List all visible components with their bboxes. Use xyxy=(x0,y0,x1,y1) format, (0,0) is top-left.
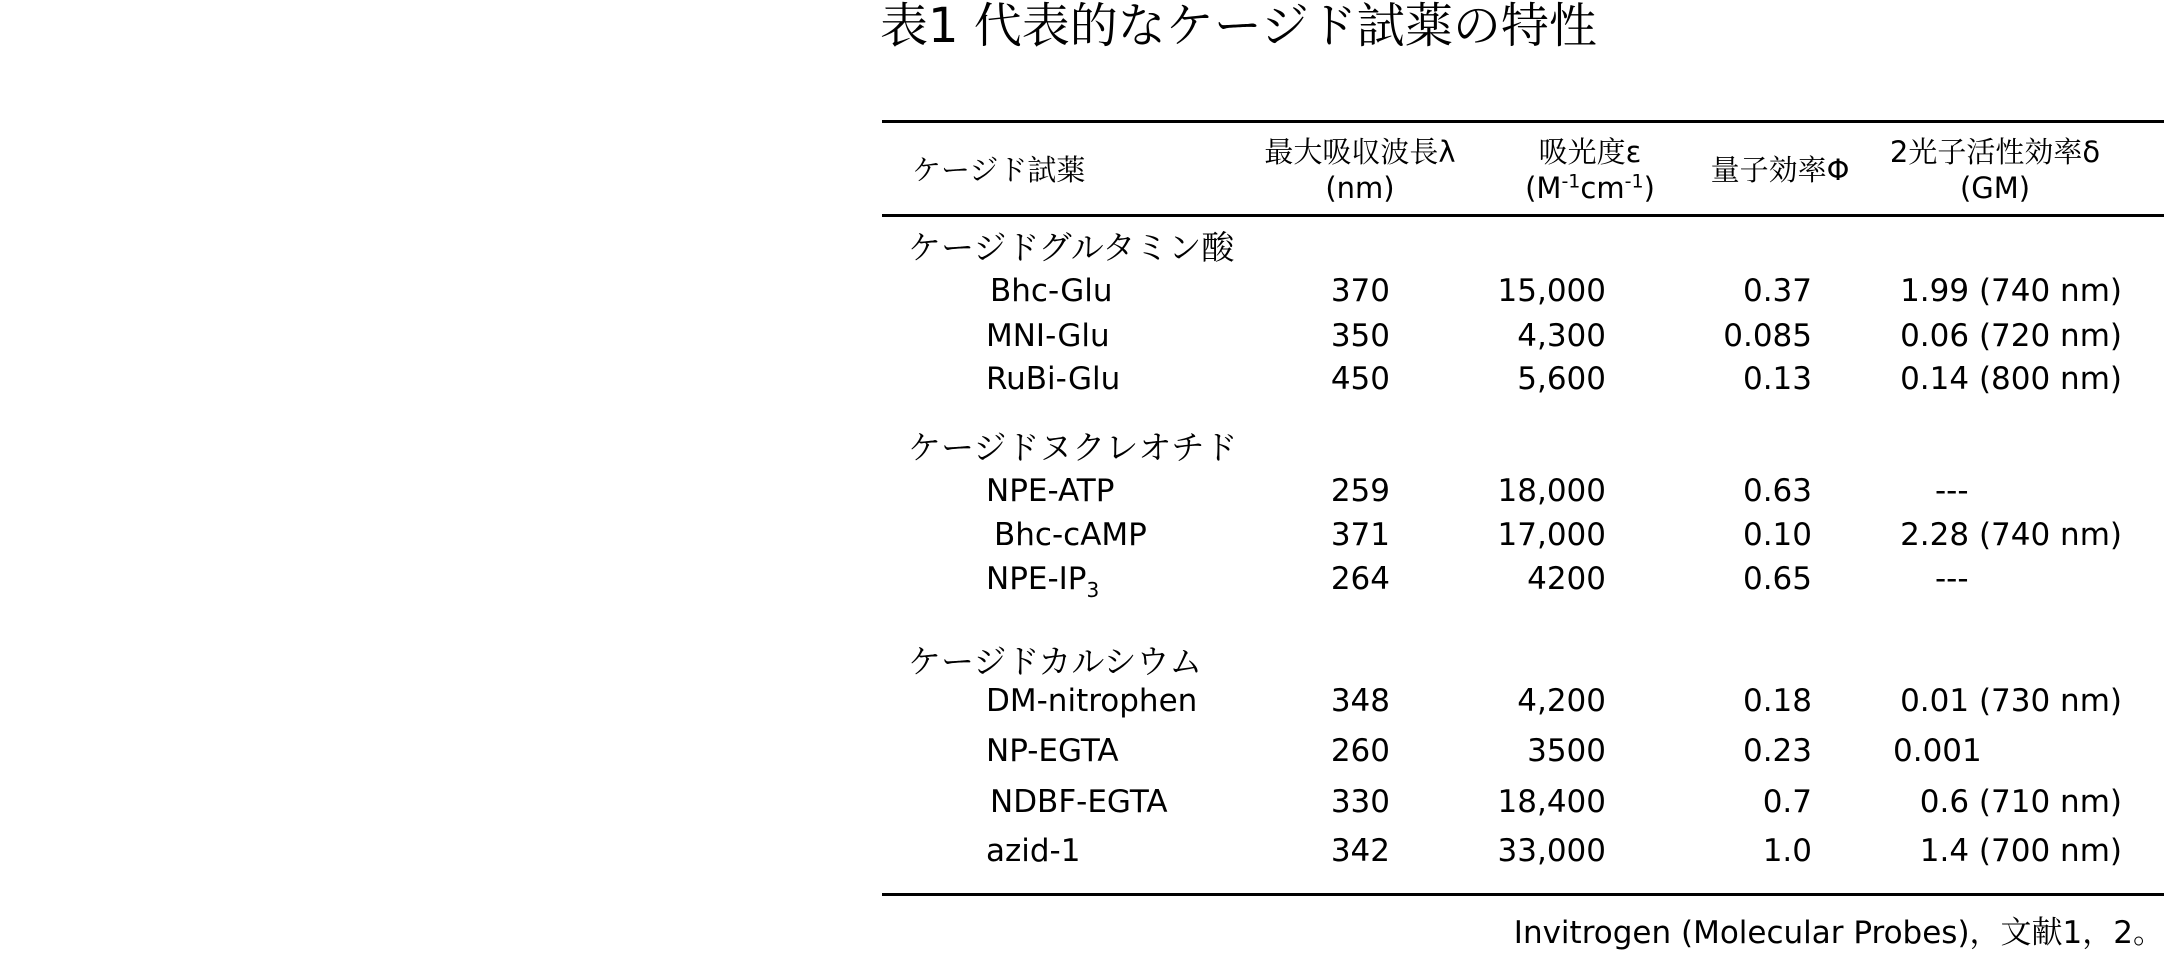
reagent-name: NPE-ATP xyxy=(986,473,1115,509)
epsilon-value: 33,000 xyxy=(1497,833,1606,869)
header-reagent: ケージド試薬 xyxy=(912,153,1086,187)
reagent-name: MNI-Glu xyxy=(986,318,1110,354)
phi-value: 0.085 xyxy=(1723,318,1812,354)
lambda-value: 264 xyxy=(1330,561,1390,597)
table-footnote: Invitrogen (Molecular Probes)，文献1，2。 xyxy=(1513,915,2164,951)
lambda-value: 330 xyxy=(1330,784,1390,820)
group-label-nucleotide: ケージドヌクレオチド xyxy=(908,428,1238,467)
reagent-name: NPE-$IP_3$ xyxy=(986,561,1100,602)
phi-value: 0.10 xyxy=(1742,517,1812,553)
reagent-name: Bhc-Glu xyxy=(990,273,1113,309)
group-label-glutamate: ケージドグルタミン酸 xyxy=(908,228,1235,267)
group-label-calcium: ケージドカルシウム xyxy=(908,642,1203,681)
delta-value: 0.6 (710 nm) xyxy=(1919,784,2122,820)
lambda-value: 348 xyxy=(1330,683,1390,719)
lambda-value: 350 xyxy=(1330,318,1390,354)
phi-value: 0.37 xyxy=(1742,273,1812,309)
delta-value: 0.06 (720 nm) xyxy=(1900,318,2122,354)
phi-value: 1.0 xyxy=(1762,833,1812,869)
header-absorbance-label: 吸光度ε xyxy=(1538,135,1642,169)
reagent-name: RuBi-Glu xyxy=(986,361,1121,397)
epsilon-value: 17,000 xyxy=(1497,517,1606,553)
header-two-photon-unit: (GM) xyxy=(1959,171,2031,205)
header-max-absorption-label: 最大吸収波長λ xyxy=(1264,135,1456,169)
table-title: 表1 代表的なケージド試薬の特性 xyxy=(880,0,1597,54)
phi-value: 0.13 xyxy=(1742,361,1812,397)
reagent-name: DM-nitrophen xyxy=(986,683,1198,719)
epsilon-value: 18,400 xyxy=(1497,784,1606,820)
delta-value: 2.28 (740 nm) xyxy=(1900,517,2122,553)
reagent-name: azid-1 xyxy=(986,833,1081,869)
table-top-rule xyxy=(882,120,2164,123)
header-max-absorption xyxy=(1240,134,1480,206)
delta-value: 0.01 (730 nm) xyxy=(1900,683,2122,719)
reagent-name: Bhc-cAMP xyxy=(994,517,1147,553)
delta-value: --- xyxy=(1935,561,1969,597)
delta-value: --- xyxy=(1935,473,1969,509)
lambda-value: 342 xyxy=(1330,833,1390,869)
delta-value: 1.4 (700 nm) xyxy=(1919,833,2122,869)
lambda-value: 450 xyxy=(1330,361,1390,397)
phi-value: 0.23 xyxy=(1742,733,1812,769)
table-header-rule xyxy=(882,214,2164,217)
phi-value: 0.63 xyxy=(1742,473,1812,509)
reagent-name: NP-EGTA xyxy=(986,733,1119,769)
lambda-value: 370 xyxy=(1330,273,1390,309)
lambda-value: 260 xyxy=(1330,733,1390,769)
epsilon-value: 18,000 xyxy=(1497,473,1606,509)
lambda-value: 371 xyxy=(1330,517,1390,553)
epsilon-value: 3500 xyxy=(1527,733,1606,769)
phi-value: 0.18 xyxy=(1742,683,1812,719)
epsilon-value: 15,000 xyxy=(1497,273,1606,309)
epsilon-value: 4,300 xyxy=(1517,318,1606,354)
phi-value: 0.7 xyxy=(1762,784,1812,820)
header-max-absorption-unit: (nm) xyxy=(1325,171,1395,205)
delta-value: 0.001 xyxy=(1893,733,1982,769)
header-two-photon-label: 2光子活性効率δ xyxy=(1889,135,2101,169)
epsilon-value: 5,600 xyxy=(1517,361,1606,397)
header-absorbance xyxy=(1490,134,1690,206)
lambda-value: 259 xyxy=(1330,473,1390,509)
delta-value: 0.14 (800 nm) xyxy=(1900,361,2122,397)
header-absorbance-unit: $(M^{-1}cm^{-1})$ xyxy=(1525,170,1655,205)
delta-value: 1.99 (740 nm) xyxy=(1900,273,2122,309)
table-bottom-rule xyxy=(882,893,2164,896)
header-quantum-efficiency: 量子効率Φ xyxy=(1710,153,1850,187)
phi-value: 0.65 xyxy=(1742,561,1812,597)
reagent-name: NDBF-EGTA xyxy=(990,784,1168,820)
epsilon-value: 4,200 xyxy=(1517,683,1606,719)
epsilon-value: 4200 xyxy=(1527,561,1606,597)
header-two-photon xyxy=(1870,134,2120,206)
